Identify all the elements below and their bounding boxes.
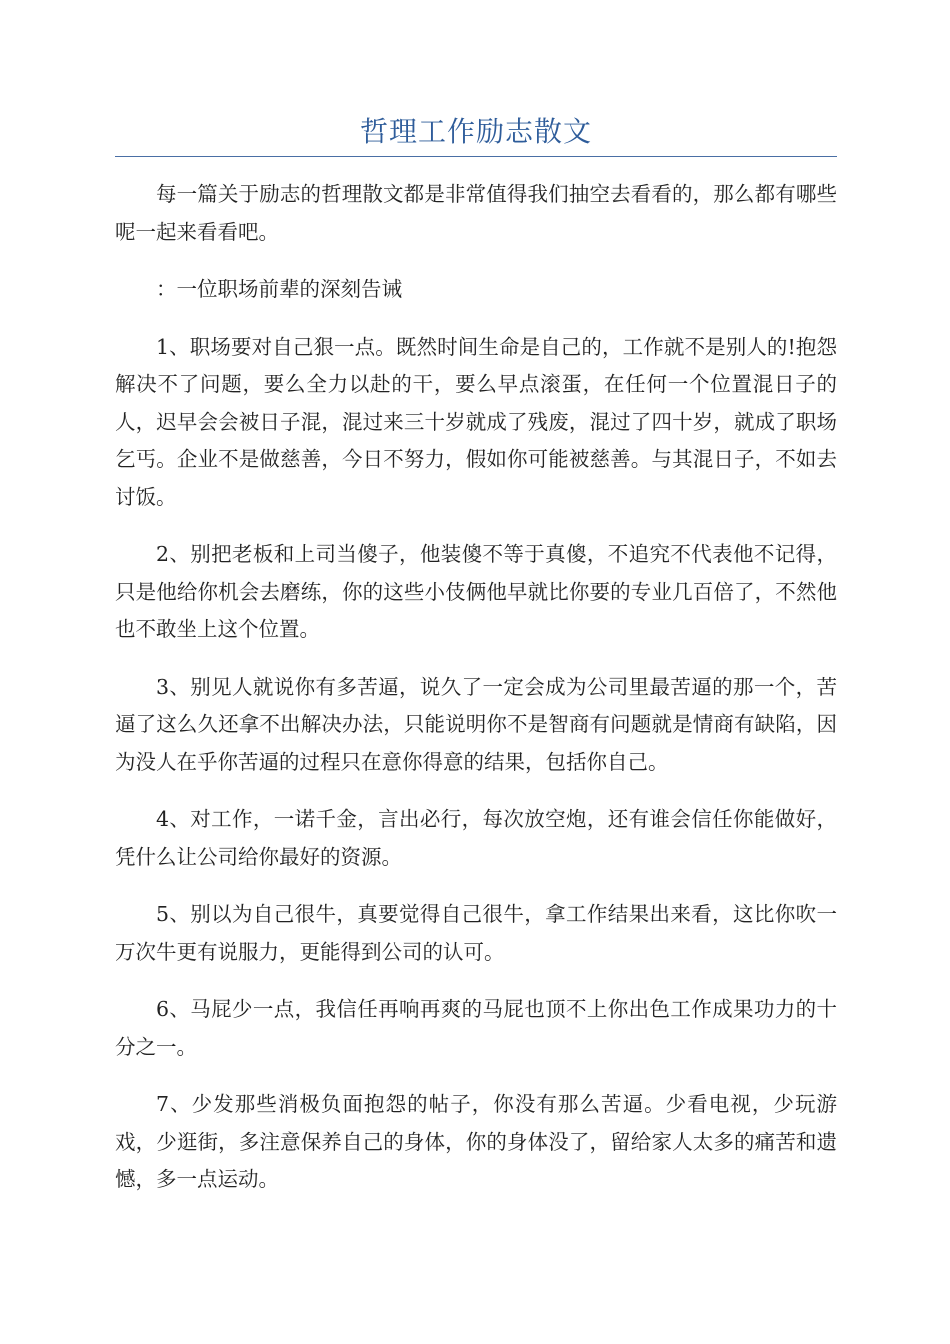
document-body xyxy=(115,176,837,1219)
page-title: 哲理工作励志散文 xyxy=(359,115,592,148)
paragraph-subheading: ：一位职场前辈的深刻告诫 xyxy=(156,277,402,301)
paragraph-item-4: 4、对工作，一诺千金，言出必行，每次放空炮，还有谁会信任你能做好，凭什么让公司给你最好的资源。 xyxy=(115,807,837,869)
paragraph-item-2: 2、别把老板和上司当傻子，他装傻不等于真傻，不追究不代表他不记得，只是他给你机会去磨练，你的这些小伎俩他早就比你要的专业几百倍了，不然他也不敢坐上这个位置。 xyxy=(115,542,837,641)
paragraph-item-1: 1、职场要对自己狠一点。既然时间生命是自己的，工作就不是别人的!抱怨解决不了问题，要么全力以赴的干，要么早点滚蛋，在任何一个位置混日子的人，迟早会会被日子混，混过来三十岁就成了残废，混过了四十岁，就成了职场乞丐。企业不是做慈善，今日不努力，假如你可能被慈善。与其混日子，不如去讨饭。 xyxy=(115,334,837,509)
paragraph-item-6: 6、马屁少一点，我信任再响再爽的马屁也顶不上你出色工作成果功力的十分之一。 xyxy=(115,997,837,1059)
paragraph-item-3: 3、别见人就说你有多苦逼，说久了一定会成为公司里最苦逼的那一个，苦逼了这么久还拿不出解决办法，只能说明你不是智商有问题就是情商有缺陷，因为没人在乎你苦逼的过程只在意你得意的结果，包括你自己。 xyxy=(115,674,837,774)
paragraph-item-5: 5、别以为自己很牛，真要觉得自己很牛，拿工作结果出来看，这比你吹一万次牛更有说服力，更能得到公司的认可。 xyxy=(115,902,837,964)
paragraph-intro: 每一篇关于励志的哲理散文都是非常值得我们抽空去看看的，那么都有哪些呢一起来看看吧。 xyxy=(115,182,837,244)
paragraph-item-7: 7、少发那些消极负面抱怨的帖子，你没有那么苦逼。少看电视，少玩游戏，少逛街，多注意保养自己的身体，你的身体没了，留给家人太多的痛苦和遗憾，多一点运动。 xyxy=(115,1092,837,1191)
title-block xyxy=(115,112,837,157)
